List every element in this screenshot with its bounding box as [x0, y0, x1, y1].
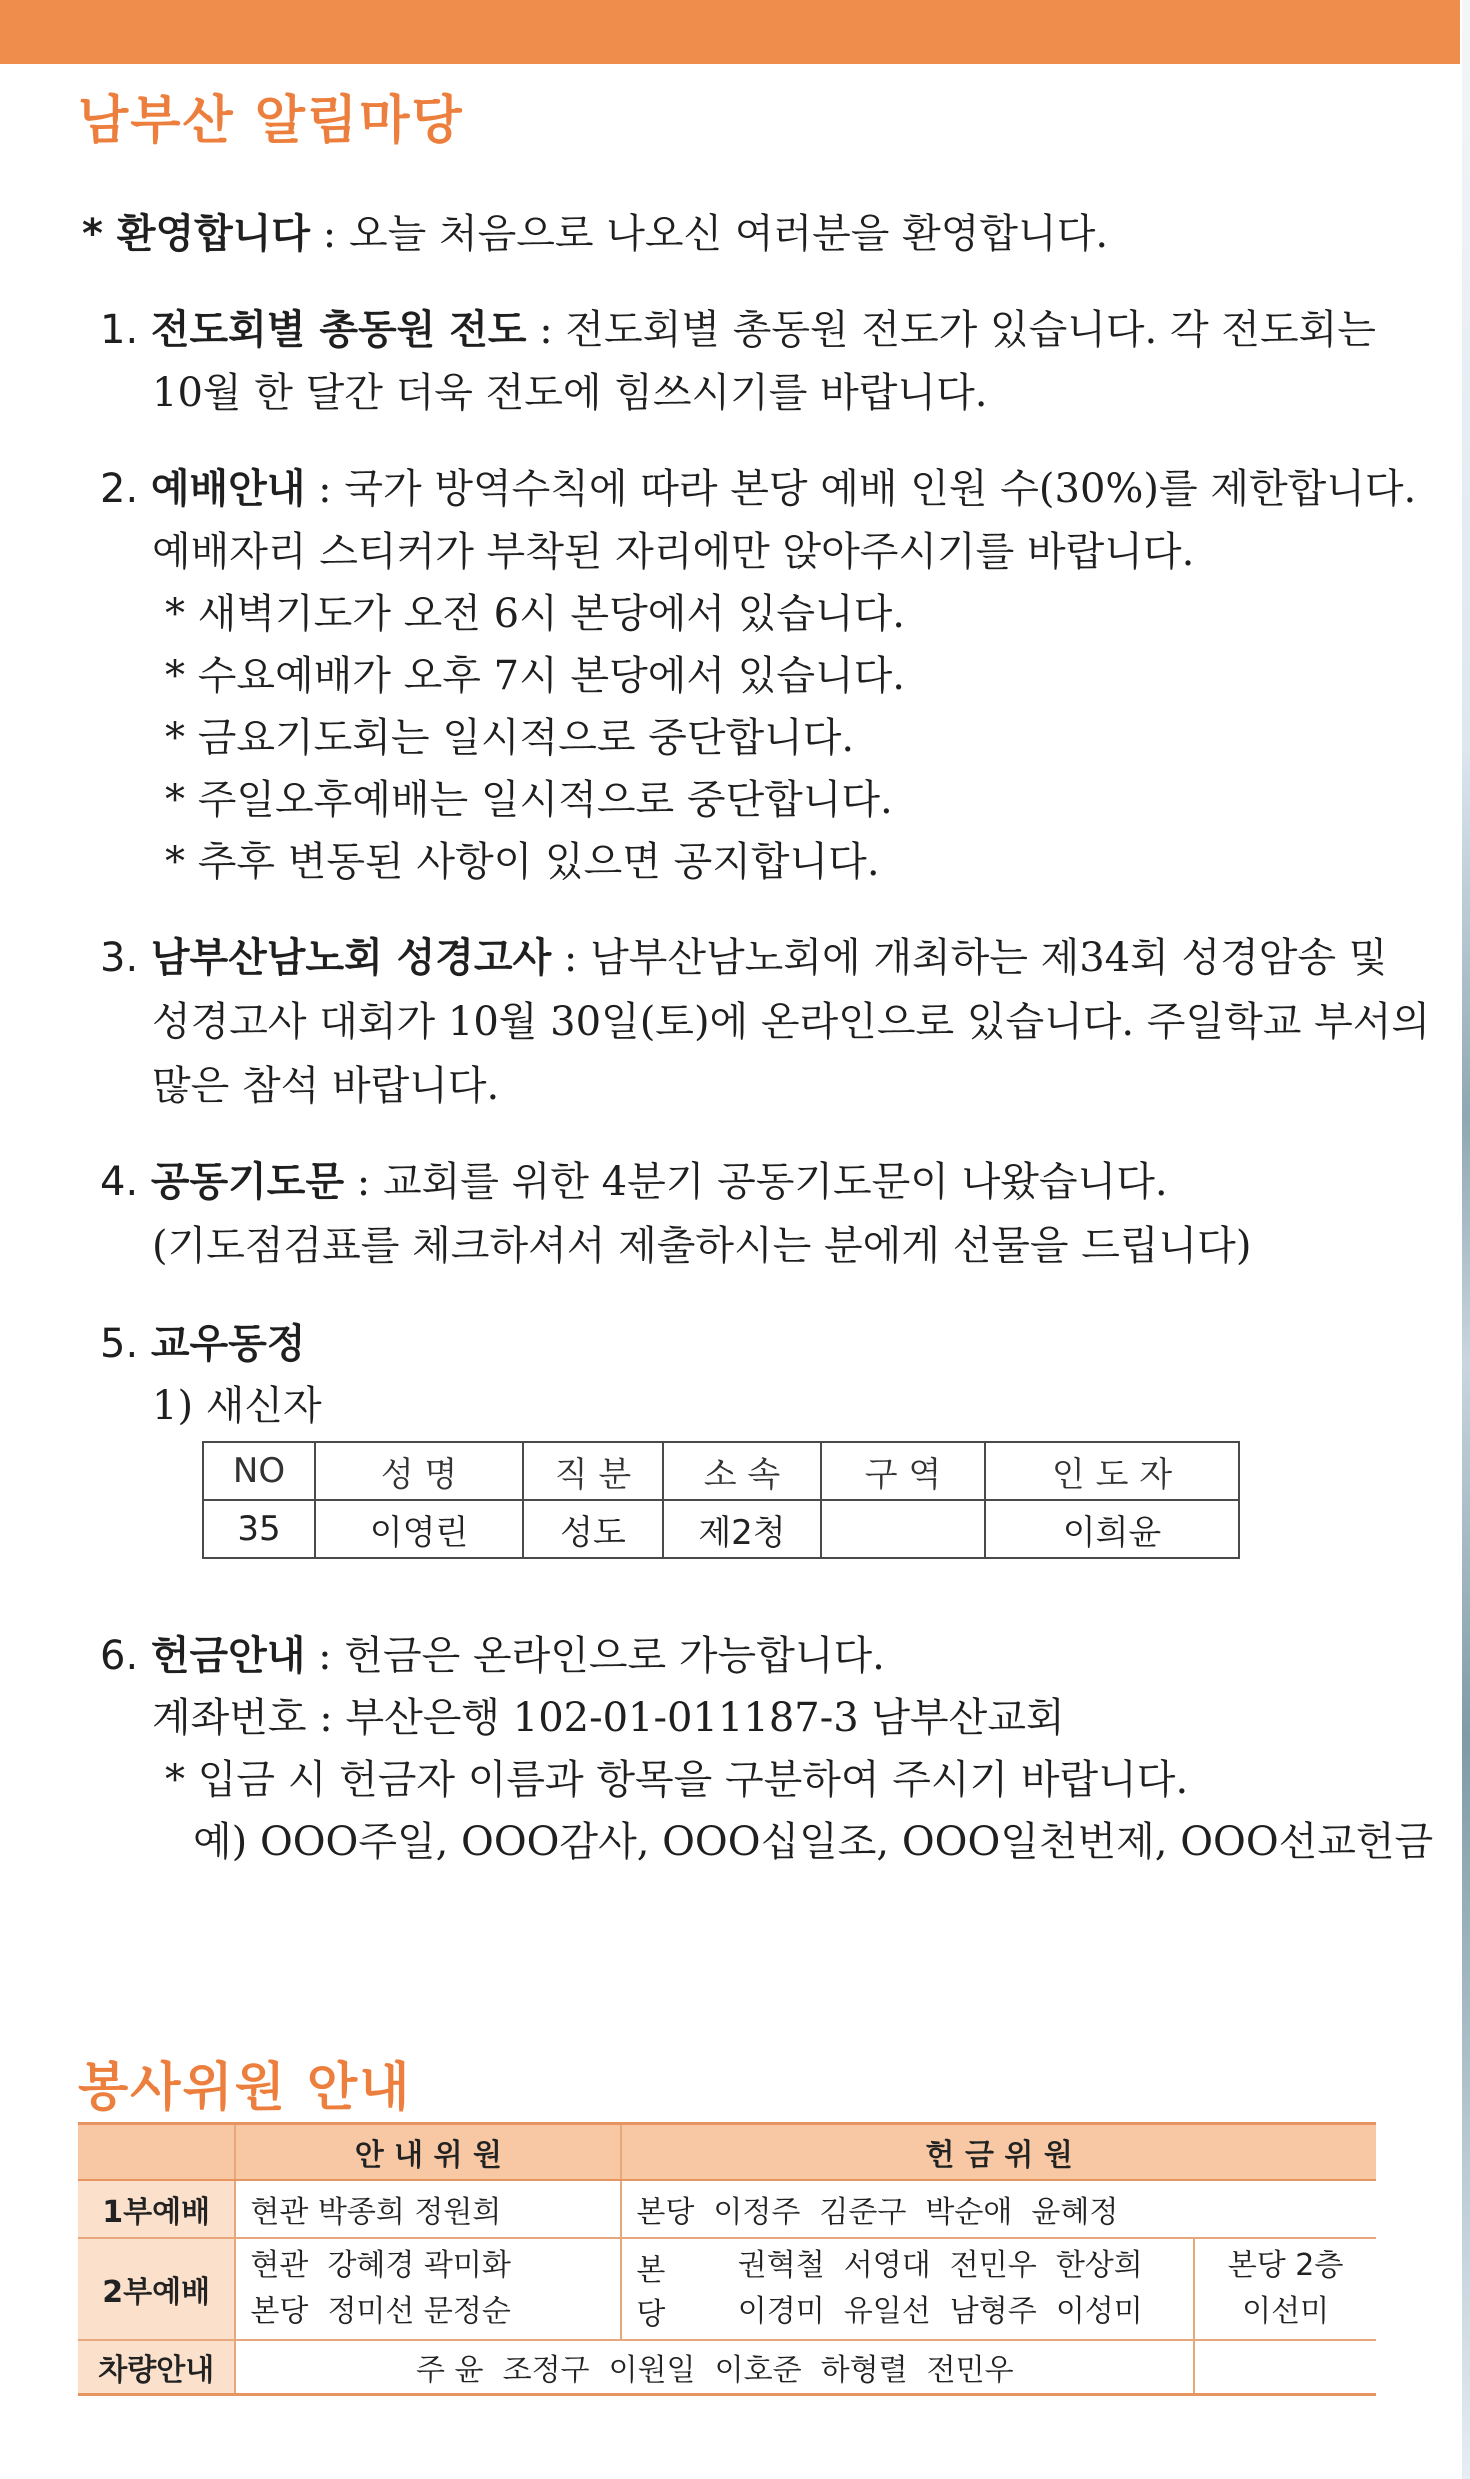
item-text-line: 예배자리 스티커가 부착된 자리에만 앉아주시기를 바랍니다.	[152, 529, 1195, 575]
item-text-line: (기도점검표를 체크하셔서 제출하시는 분에게 선물을 드립니다)	[152, 1223, 1252, 1269]
row-label: 2부예배	[78, 2238, 235, 2340]
table-row	[78, 2238, 1376, 2340]
table-cell	[821, 1500, 985, 1558]
service-committee-table	[78, 2122, 1376, 2396]
row-label: 차량안내	[78, 2340, 235, 2395]
offering-names-line: 이경미 유일선 남형주 이성미	[737, 2294, 1143, 2329]
item-number: 5.	[100, 1321, 151, 1367]
item-text: : 교회를 위한 4분기 공동기도문이 나왔습니다.	[344, 1159, 1168, 1205]
item-text: : 헌금은 온라인으로 가능합니다.	[305, 1633, 885, 1679]
page-edge-strip	[1462, 0, 1470, 2479]
worship-bullet: * 새벽기도가 오전 6시 본당에서 있습니다.	[165, 591, 905, 637]
welcome-notice	[82, 211, 1109, 257]
item-text: : 국가 방역수칙에 따라 본당 예배 인원 수(30%)를 제한합니다.	[305, 466, 1417, 512]
table-header-cell: NO	[203, 1442, 315, 1500]
guide-names	[235, 2238, 621, 2340]
table-header-cell: 구 역	[821, 1442, 985, 1500]
item-number: 6.	[100, 1633, 151, 1679]
item-heading: 전도회별 총동원 전도	[150, 307, 527, 353]
item-text-line: 성경고사 대회가 10월 30일(토)에 온라인으로 있습니다. 주일학교 부서의	[152, 999, 1431, 1045]
table-cell: 이영린	[315, 1500, 523, 1558]
offering-names-line: 권혁철 서영대 전민우 한상희	[737, 2248, 1143, 2283]
guide-header: 안 내 위 원	[235, 2124, 621, 2181]
worship-bullet: * 주일오후예배는 일시적으로 중단합니다.	[165, 777, 893, 823]
table-header-cell: 인 도 자	[985, 1442, 1239, 1500]
item-number: 1.	[100, 307, 151, 353]
notice-item-5	[100, 1321, 306, 1367]
extra-name: 이선미	[1242, 2294, 1330, 2329]
worship-bullet: * 추후 변동된 사항이 있으면 공지합니다.	[165, 839, 880, 885]
top-color-bar	[0, 0, 1460, 64]
row-label: 1부예배	[78, 2180, 235, 2238]
new-member-subheading: 1) 새신자	[152, 1383, 322, 1429]
notice-item-2	[100, 466, 1417, 512]
welcome-heading: * 환영합니다	[82, 211, 311, 257]
offering-location: 본당	[621, 2238, 687, 2340]
table-cell: 제2청	[663, 1500, 821, 1558]
item-heading: 남부산남노회 성경고사	[150, 935, 552, 981]
guide-names-line: 현관 강혜경 곽미화	[250, 2248, 511, 2283]
notice-item-4	[100, 1159, 1168, 1205]
table-cell: 이희윤	[985, 1500, 1239, 1558]
offering-note: * 입금 시 헌금자 이름과 항목을 구분하여 주시기 바랍니다.	[165, 1757, 1189, 1803]
item-number: 4.	[100, 1159, 151, 1205]
notice-item-3	[100, 935, 1388, 981]
guide-names: 현관 박종희 정원희	[235, 2180, 621, 2238]
item-number: 2.	[100, 466, 151, 512]
offering-names: 본당 이정주 김준구 박순애 윤혜정	[621, 2180, 1376, 2238]
table-cell: 성도	[523, 1500, 663, 1558]
table-cell: 35	[203, 1500, 315, 1558]
item-text-line: 많은 참석 바랍니다.	[152, 1063, 500, 1109]
notice-item-1	[100, 307, 1376, 353]
service-section-title: 봉사위원 안내	[78, 2058, 412, 2118]
bank-account-line: 계좌번호 : 부산은행 102-01-011187-3 남부산교회	[152, 1695, 1065, 1741]
item-heading: 공동기도문	[150, 1159, 345, 1205]
item-number: 3.	[100, 935, 151, 981]
table-header-cell: 소 속	[663, 1442, 821, 1500]
table-row	[203, 1500, 1239, 1558]
table-header-row	[78, 2124, 1376, 2181]
offering-header: 헌 금 위 원	[621, 2124, 1376, 2181]
extra-location: 본당 2층	[1227, 2248, 1344, 2283]
notice-section-title: 남부산 알림마당	[78, 91, 464, 151]
item-text-line: 10월 한 달간 더욱 전도에 힘쓰시기를 바랍니다.	[152, 370, 988, 416]
table-row	[78, 2340, 1376, 2395]
offering-names	[687, 2238, 1194, 2340]
new-member-table	[202, 1441, 1240, 1559]
offering-example: 예) OOO주일, OOO감사, OOO십일조, OOO일천번제, OOO선교헌금	[193, 1819, 1434, 1865]
worship-bullet: * 수요예배가 오후 7시 본당에서 있습니다.	[165, 653, 905, 699]
item-heading: 헌금안내	[150, 1633, 306, 1679]
item-heading: 예배안내	[150, 466, 306, 512]
table-row	[78, 2180, 1376, 2238]
extra-offering-cell	[1194, 2238, 1376, 2340]
item-text: : 전도회별 총동원 전도가 있습니다. 각 전도회는	[526, 307, 1376, 353]
notice-item-6	[100, 1633, 885, 1679]
item-heading: 교우동정	[150, 1321, 306, 1367]
table-header-row	[203, 1442, 1239, 1500]
guide-names-line: 본당 정미선 문정순	[250, 2294, 511, 2329]
item-text: : 남부산남노회에 개최하는 제34회 성경암송 및	[551, 935, 1388, 981]
table-header-cell: 직 분	[523, 1442, 663, 1500]
vehicle-names: 주 윤 조정구 이원일 이호준 하형렬 전민우	[235, 2340, 1194, 2395]
table-header-cell: 성 명	[315, 1442, 523, 1500]
welcome-text: : 오늘 처음으로 나오신 여러분을 환영합니다.	[310, 211, 1109, 257]
worship-bullet: * 금요기도회는 일시적으로 중단합니다.	[165, 715, 855, 761]
